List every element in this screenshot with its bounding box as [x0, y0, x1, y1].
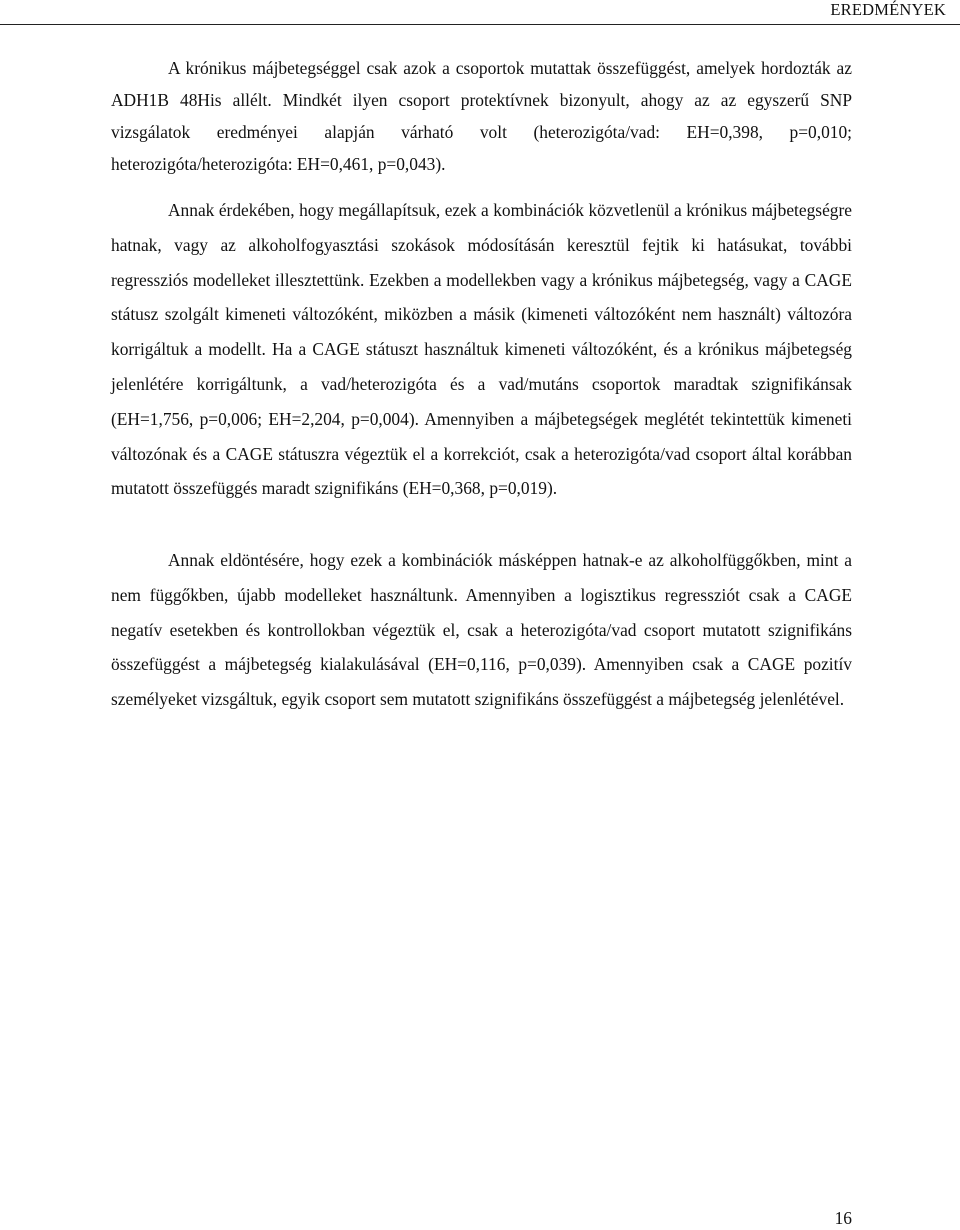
running-header — [0, 0, 960, 25]
page-number: 16 — [834, 1208, 852, 1228]
paragraph-1: A krónikus májbetegséggel csak azok a csoportok mutattak összefüggést, amelyek hordozták az ADH1B 48His allélt. Mindkét ilyen csoport protektívnek bizonyult, ahogy az az egyszerű SNP vizsgálatok eredményei alapján várható volt (heterozigóta/vad: EH=0,398, p=0,010; heterozigóta/heterozigóta: EH=0,461, p=0,043). — [111, 58, 852, 174]
section-title: EREDMÉNYEK — [830, 0, 946, 19]
paragraph-2: Annak érdekében, hogy megállapítsuk, ezek a kombinációk közvetlenül a krónikus májbetegségre hatnak, vagy az alkoholfogyasztási szokások módosításán keresztül fejtik ki hatásukat, további regressziós modelleket illesztettünk. Ezekben a modellekben vagy a krónikus májbetegség, vagy a CAGE státusz szolgált kimeneti változóként, miközben a másik (kimeneti változóként nem használt) változóra korrigáltuk a modellt. Ha a CAGE státuszt használtuk kimeneti változóként, és a krónikus májbetegség jelenlétére korrigáltunk, a vad/heterozigóta és a vad/mutáns csoportok maradtak szignifikánsak (EH=1,756, p=0,006; EH=2,204, p=0,004). Amennyiben a májbetegségek meglétét tekintettük kimeneti változónak és a CAGE státuszra végeztük el a korrekciót, csak a heterozigóta/vad csoport által korábban mutatott összefüggés maradt szignifikáns (EH=0,368, p=0,019). — [111, 200, 852, 499]
paragraph-3: Annak eldöntésére, hogy ezek a kombinációk másképpen hatnak-e az alkoholfüggőkben, mint a nem függőkben, újabb modelleket használtunk. Amennyiben a logisztikus regressziót csak a CAGE negatív esetekben és kontrollokban végeztük el, csak a heterozigóta/vad csoport mutatott szignifikáns összefüggést a májbetegség kialakulásával (EH=0,116, p=0,039). Amennyiben csak a CAGE pozitív személyeket vizsgáltuk, egyik csoport sem mutatott szignifikáns összefüggést a májbetegség jelenlétével. — [111, 550, 852, 710]
